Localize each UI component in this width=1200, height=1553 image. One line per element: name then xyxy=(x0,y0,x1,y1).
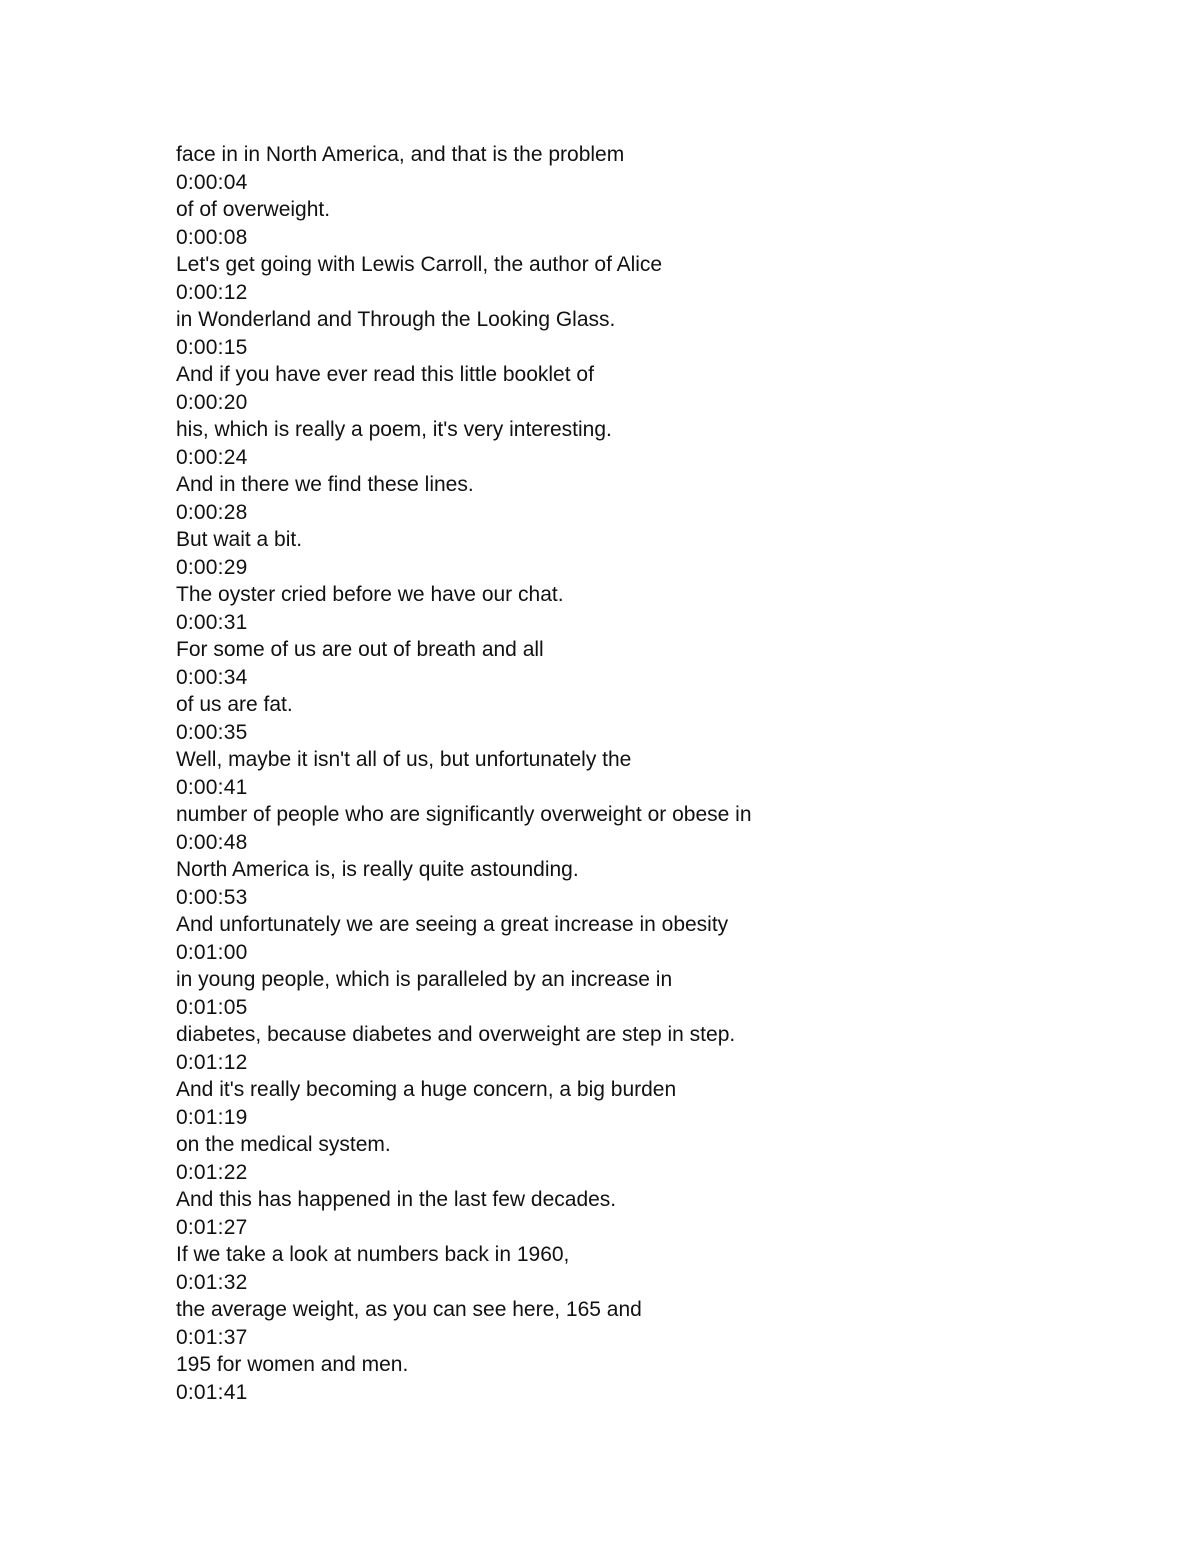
transcript-line: And this has happened in the last few decades. xyxy=(176,1188,617,1211)
timestamp: 0:01:37 xyxy=(176,1325,248,1349)
transcript-line: of us are fat. xyxy=(176,693,293,716)
transcript-line: For some of us are out of breath and all xyxy=(176,638,544,661)
timestamp: 0:00:20 xyxy=(176,390,248,414)
timestamp: 0:00:48 xyxy=(176,830,248,854)
transcript-line: And if you have ever read this little booklet of xyxy=(176,363,594,386)
timestamp: 0:00:08 xyxy=(176,225,248,249)
timestamp: 0:01:05 xyxy=(176,995,248,1019)
transcript-line: The oyster cried before we have our chat. xyxy=(176,583,564,606)
timestamp: 0:01:19 xyxy=(176,1105,248,1129)
timestamp: 0:01:27 xyxy=(176,1215,248,1239)
transcript-line: 195 for women and men. xyxy=(176,1353,409,1376)
transcript-line: in Wonderland and Through the Looking Glass. xyxy=(176,308,616,331)
transcript-line: number of people who are significantly overweight or obese in xyxy=(176,803,752,826)
timestamp: 0:00:31 xyxy=(176,610,248,634)
timestamp: 0:00:41 xyxy=(176,775,248,799)
transcript-line: in young people, which is paralleled by an increase in xyxy=(176,968,673,991)
transcript-line: And unfortunately we are seeing a great increase in obesity xyxy=(176,913,729,936)
transcript-line: Well, maybe it isn't all of us, but unfortunately the xyxy=(176,748,632,771)
timestamp: 0:00:15 xyxy=(176,335,248,359)
transcript-line: his, which is really a poem, it's very interesting. xyxy=(176,418,612,441)
transcript-line: of of overweight. xyxy=(176,198,331,221)
transcript-line: But wait a bit. xyxy=(176,528,303,551)
timestamp: 0:01:32 xyxy=(176,1270,248,1294)
transcript-line: North America is, is really quite astounding. xyxy=(176,858,579,881)
timestamp: 0:00:04 xyxy=(176,170,248,194)
transcript-line: face in in North America, and that is the problem xyxy=(176,143,625,166)
timestamp: 0:00:12 xyxy=(176,280,248,304)
transcript-line: the average weight, as you can see here, 165 and xyxy=(176,1298,642,1321)
timestamp: 0:00:24 xyxy=(176,445,248,469)
transcript-line: on the medical system. xyxy=(176,1133,391,1156)
transcript-text xyxy=(176,141,1136,1406)
timestamp: 0:00:28 xyxy=(176,500,248,524)
transcript-line: diabetes, because diabetes and overweight are step in step. xyxy=(176,1023,736,1046)
timestamp: 0:00:29 xyxy=(176,555,248,579)
transcript-line: And in there we find these lines. xyxy=(176,473,474,496)
timestamp: 0:01:12 xyxy=(176,1050,248,1074)
timestamp: 0:01:00 xyxy=(176,940,248,964)
timestamp: 0:00:34 xyxy=(176,665,248,689)
timestamp: 0:00:35 xyxy=(176,720,248,744)
timestamp: 0:00:53 xyxy=(176,885,248,909)
transcript-line: If we take a look at numbers back in 1960, xyxy=(176,1243,570,1266)
transcript-line: And it's really becoming a huge concern, a big burden xyxy=(176,1078,677,1101)
timestamp: 0:01:41 xyxy=(176,1380,248,1404)
transcript-line: Let's get going with Lewis Carroll, the author of Alice xyxy=(176,253,663,276)
timestamp: 0:01:22 xyxy=(176,1160,248,1184)
